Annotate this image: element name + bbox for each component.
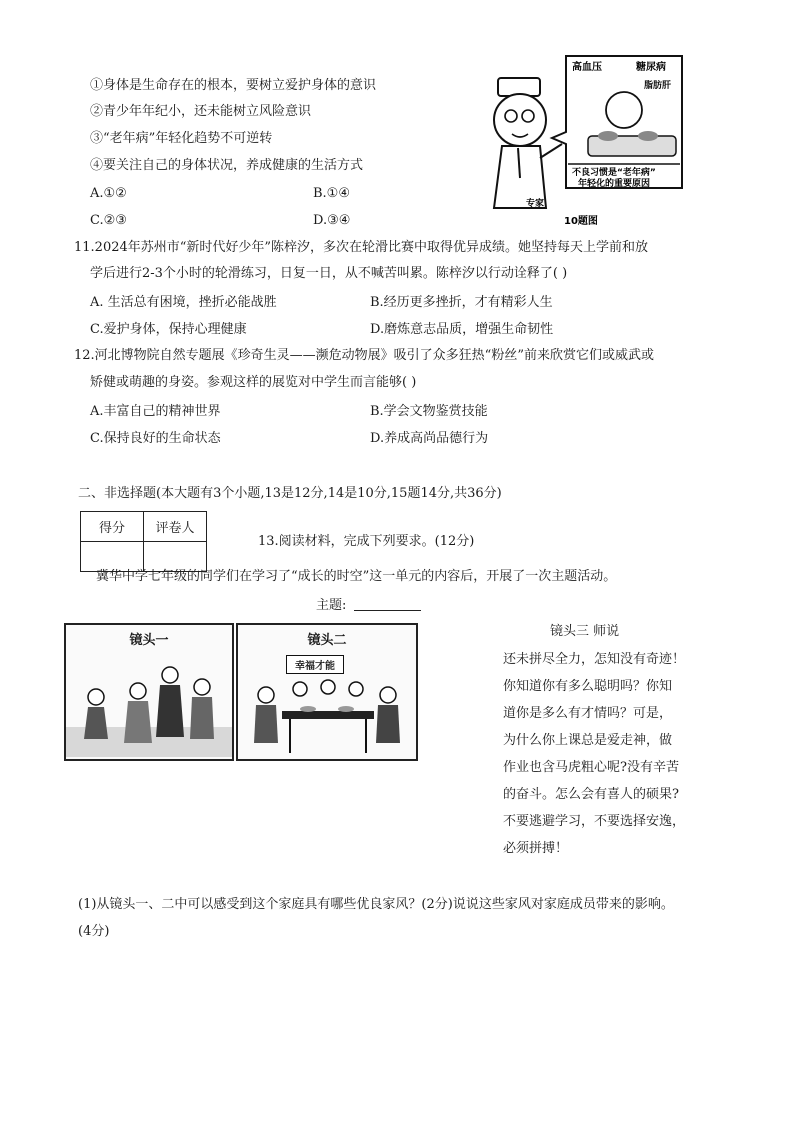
q13-panel-2 <box>236 623 418 761</box>
q10-cartoon <box>488 48 688 228</box>
q10-statement-1: ①身体是生命存在的根本，要树立爱护身体的意识 <box>90 78 377 93</box>
cartoon-bubble-1: 高血压 <box>572 62 602 73</box>
q11-option-a: A. 生活总有困境，挫折必能战胜 <box>90 295 277 310</box>
family-care-scene-icon <box>66 647 232 757</box>
q11-option-b: B.经历更多挫折，才有精彩人生 <box>370 295 553 310</box>
q12-stem-2: 矫健或萌趣的身姿。参观这样的展览对中学生而言能够( ) <box>90 375 417 390</box>
q13-title: 13.阅读材料，完成下列要求。(12分) <box>258 534 475 549</box>
q12-option-a: A.丰富自己的精神世界 <box>90 404 221 419</box>
q13-panel-1 <box>64 623 234 761</box>
panel-1-title: 镜头一 <box>129 633 169 648</box>
section2-heading: 二、非选择题(本大题有3个小题,13是12分,14是10分,15题14分,共36分) <box>78 486 502 501</box>
family-dinner-scene-icon <box>238 673 416 757</box>
q10-statement-4: ④要关注自己的身体状况，养成健康的生活方式 <box>90 158 364 173</box>
q13-topic-label: 主题: <box>316 598 347 613</box>
teacher-line-7: 不要逃避学习，不要选择安逸， <box>503 814 686 829</box>
score-box <box>80 511 207 572</box>
cartoon-caption-2: 年轻化的重要原因 <box>578 179 651 189</box>
teacher-line-5: 作业也含马虎粗心呢?没有辛苦 <box>503 760 679 775</box>
teacher-line-6: 的奋斗。怎么会有喜人的硕果? <box>503 787 679 802</box>
q10-option-b: B.①④ <box>313 186 350 201</box>
q13-sub1-line-1: (1)从镜头一、二中可以感受到这个家庭具有哪些优良家风？(2分)说说这些家风对家庭成员带来的影响。 <box>78 897 674 912</box>
panel-2-sign: 幸福才能 <box>286 655 344 674</box>
panel-2-title: 镜头二 <box>307 633 347 648</box>
q13-sub1-line-2: (4分) <box>78 924 110 939</box>
grader-header: 评卷人 <box>144 512 207 542</box>
q13-intro: 冀华中学七年级的同学们在学习了“成长的时空”这一单元的内容后，开展了一次主题活动。 <box>96 569 617 584</box>
cartoon-bubble-2: 糖尿病 <box>636 62 666 73</box>
teacher-line-8: 必须拼搏！ <box>503 841 569 856</box>
q10-figure-label: 10题图 <box>564 216 598 227</box>
teacher-line-1: 还未拼尽全力，怎知没有奇迹！ <box>503 652 686 667</box>
q13-topic-blank[interactable] <box>354 610 421 611</box>
q11-option-d: D.磨炼意志品质，增强生命韧性 <box>370 322 554 337</box>
q12-option-b: B.学会文物鉴赏技能 <box>370 404 488 419</box>
score-header: 得分 <box>81 512 144 542</box>
cartoon-caption-1: 不良习惯是“老年病” <box>572 168 656 178</box>
cartoon-bubble-3: 脂肪肝 <box>644 81 672 91</box>
teacher-line-2: 你知道你有多么聪明吗？你知 <box>503 679 673 694</box>
cartoon-speaker: 专家 <box>526 199 545 209</box>
q10-option-a: A.①② <box>90 186 127 201</box>
teacher-line-4: 为什么你上课总是爱走神，做 <box>503 733 673 748</box>
q10-option-c: C.②③ <box>90 213 127 228</box>
q13-panel-3-title: 镜头三 师说 <box>550 624 620 639</box>
q12-option-d: D.养成高尚品德行为 <box>370 431 489 446</box>
q10-statement-2: ②青少年年纪小，还未能树立风险意识 <box>90 104 312 119</box>
q12-stem-1: 12.河北博物院自然专题展《珍奇生灵——濒危动物展》吸引了众多狂热“粉丝”前来欣赏它们或威武或 <box>74 348 654 363</box>
q12-option-c: C.保持良好的生命状态 <box>90 431 221 446</box>
q10-option-d: D.③④ <box>313 213 351 228</box>
q11-stem-1: 11.2024年苏州市“新时代好少年”陈梓汐，多次在轮滑比赛中取得优异成绩。她坚持每天上学前和放 <box>74 240 649 255</box>
q11-stem-2: 学后进行2-3个小时的轮滑练习，日复一日，从不喊苦叫累。陈梓汐以行动诠释了( ) <box>90 266 568 281</box>
q10-statement-3: ③“老年病”年轻化趋势不可逆转 <box>90 131 273 146</box>
teacher-line-3: 道你是多么有才情吗？可是， <box>503 706 673 721</box>
doctor-figure-icon <box>494 78 562 208</box>
q11-option-c: C.爱护身体，保持心理健康 <box>90 322 247 337</box>
